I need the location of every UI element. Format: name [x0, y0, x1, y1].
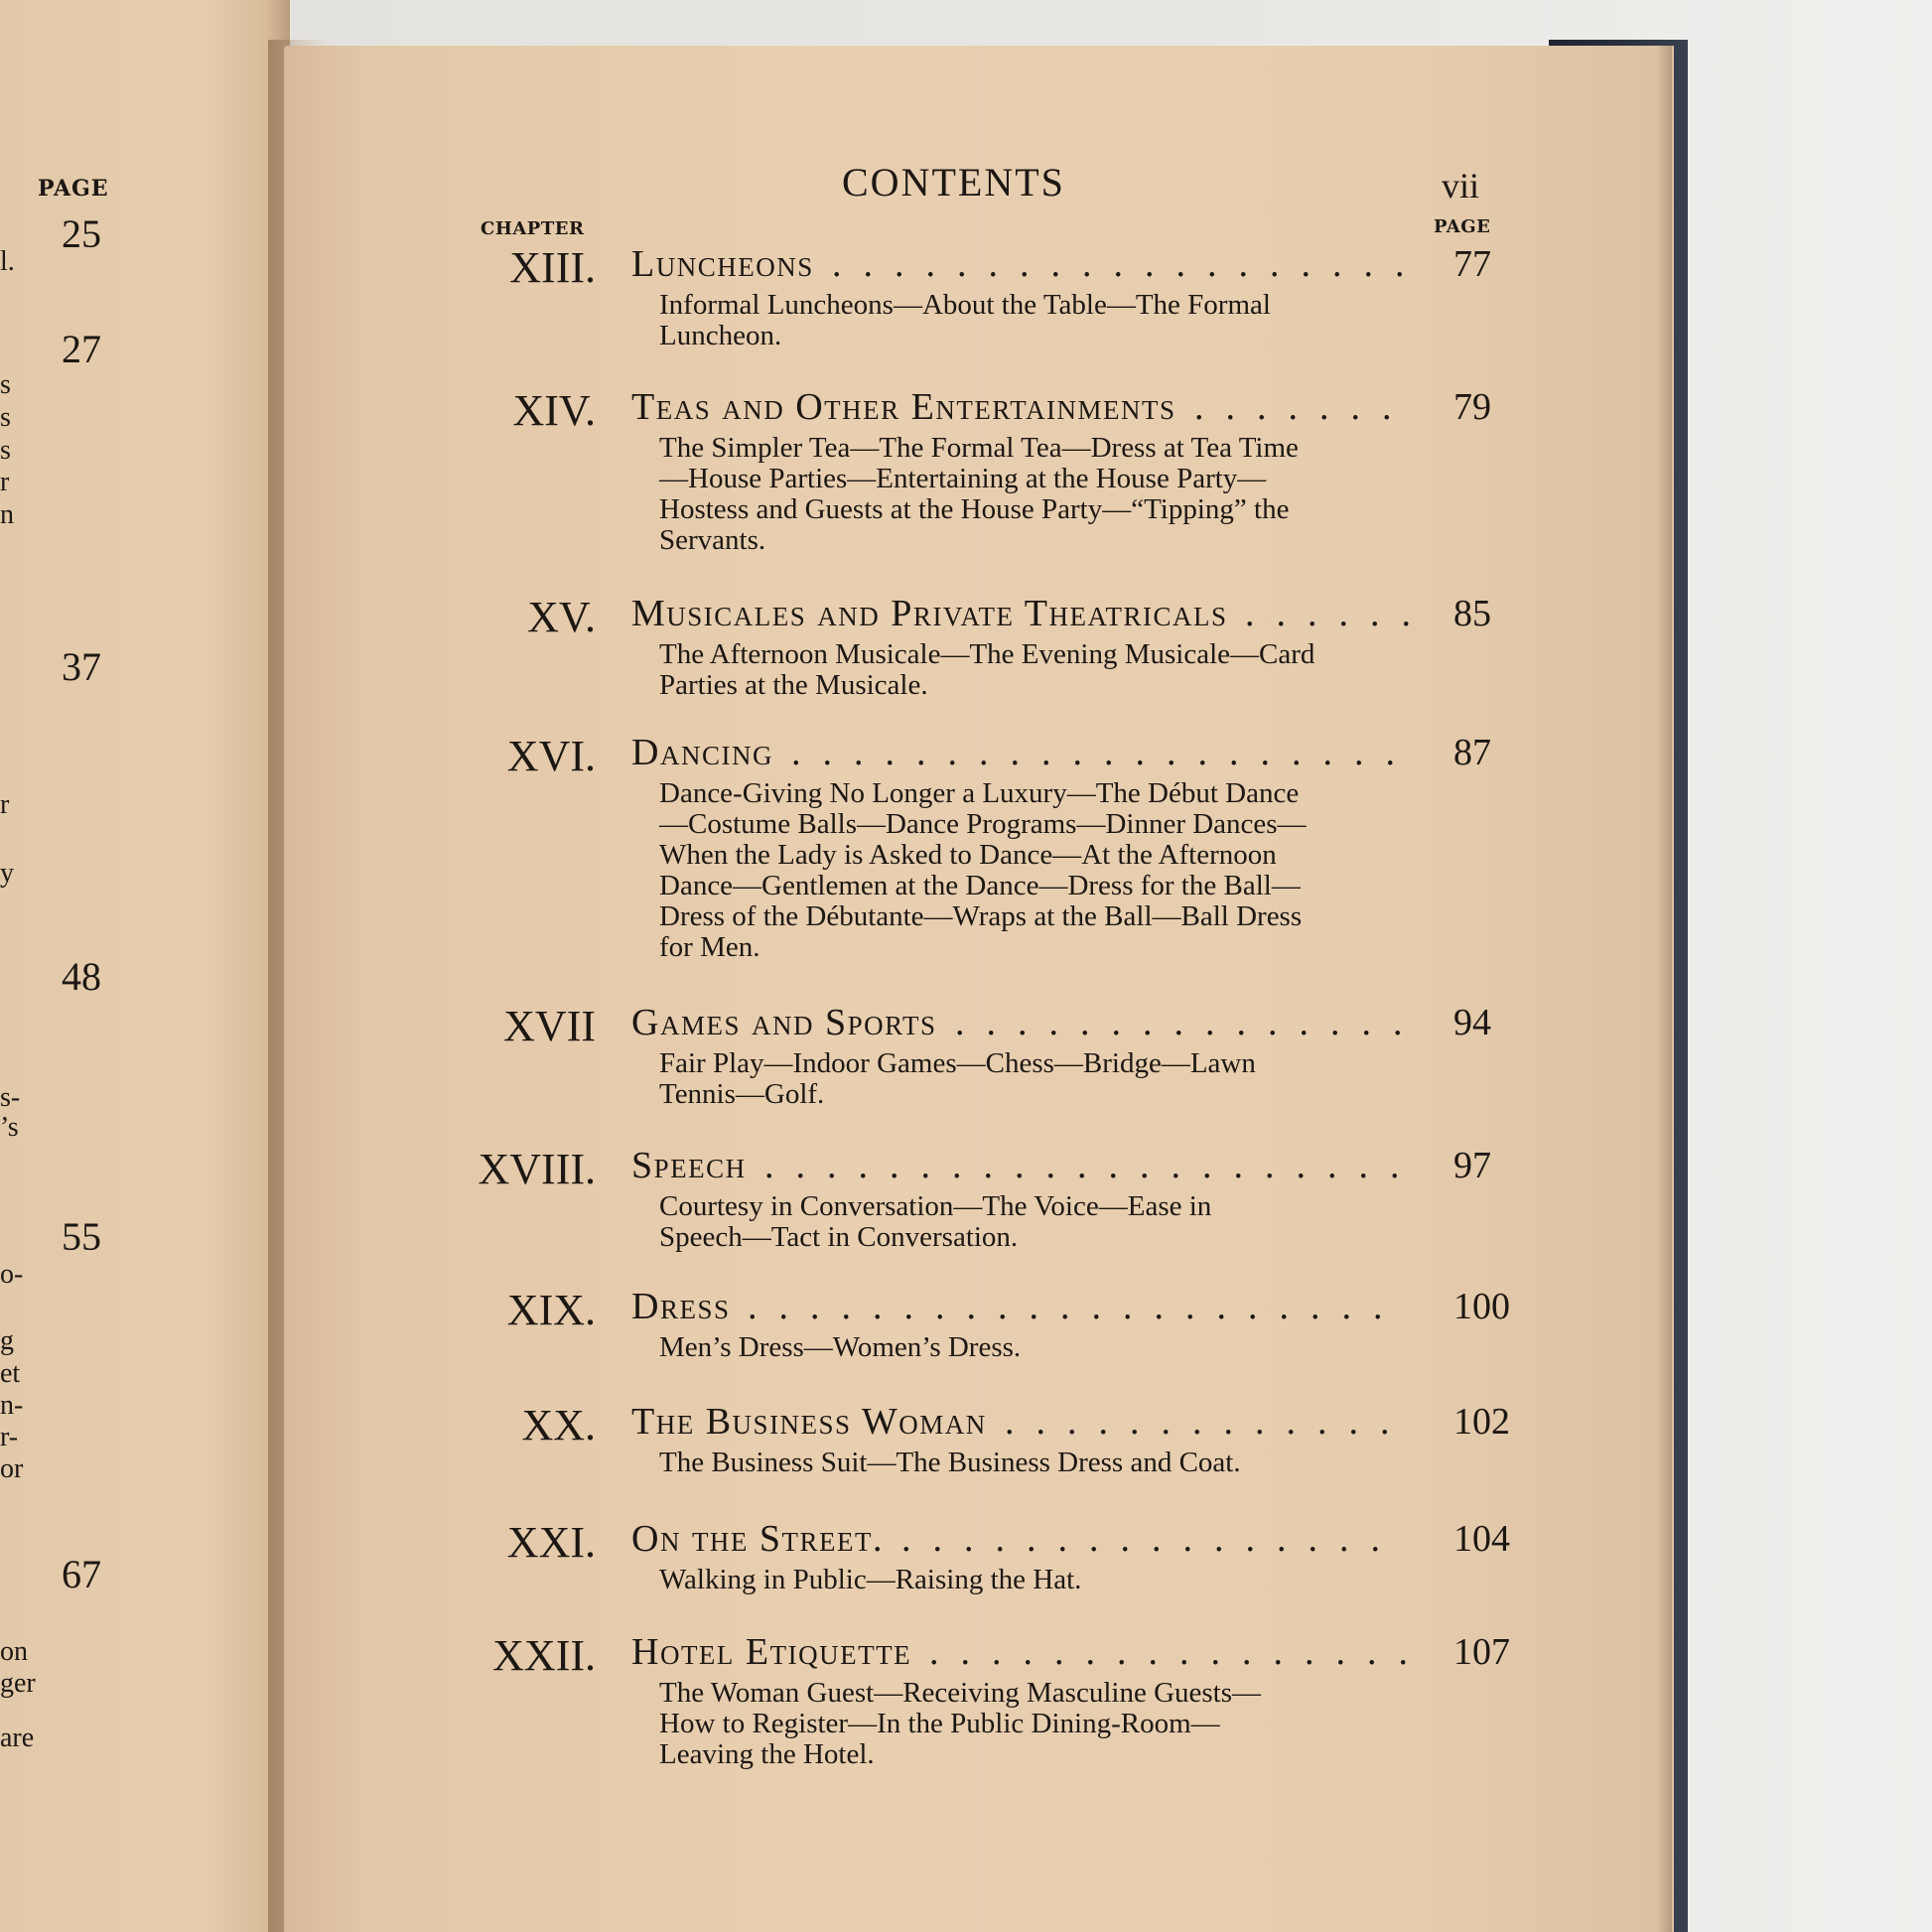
chapter-description — [659, 1565, 1434, 1595]
description-line: When the Lady is Asked to Dance—At the Afternoon — [659, 839, 1277, 871]
chapter-page-number: 85 — [1453, 593, 1491, 634]
description-line: Dance—Gentlemen at the Dance—Dress for the Ball— — [659, 870, 1301, 901]
chapter-title: Speech — [631, 1145, 747, 1186]
chapter-title: Dress — [631, 1286, 731, 1327]
left-page-number: 67 — [62, 1552, 101, 1596]
dot-leader: ....... — [1194, 386, 1414, 428]
dot-leader: ............... — [955, 1002, 1425, 1043]
chapter-page-number: 100 — [1453, 1286, 1510, 1327]
dot-leader: .................... — [791, 732, 1417, 773]
chapter-title: Games and Sports — [631, 1002, 937, 1043]
description-line: Hostess and Guests at the House Party—“Tipping” the — [659, 493, 1290, 525]
dot-leader: ..................... — [764, 1145, 1422, 1186]
left-page-fragment: n — [0, 499, 14, 530]
chapter-description — [659, 1332, 1434, 1363]
left-page-fragment: r — [0, 467, 10, 497]
chapter-description — [659, 290, 1434, 351]
description-line: Leaving the Hotel. — [659, 1738, 875, 1770]
chapter-title: Musicales and Private Theatricals — [631, 593, 1228, 634]
left-page-number: 55 — [62, 1214, 101, 1259]
chapter-description — [659, 1048, 1434, 1110]
left-page-fragment: et — [0, 1358, 21, 1389]
left-page-fragment: s — [0, 369, 11, 400]
description-line: Servants. — [659, 524, 766, 556]
description-line: The Afternoon Musicale—The Evening Musicale—Card — [659, 638, 1315, 670]
chapter-numeral: XIV. — [512, 386, 596, 435]
dot-leader: ..................... — [748, 1286, 1405, 1327]
chapter-numeral: XIII. — [509, 243, 596, 292]
description-line: Men’s Dress—Women’s Dress. — [659, 1331, 1022, 1363]
chapter-description — [659, 433, 1434, 556]
description-line: Informal Luncheons—About the Table—The Formal — [659, 289, 1271, 321]
left-page-fragment: r — [0, 789, 10, 820]
dot-leader: ................... — [832, 243, 1427, 285]
right-page-edge — [1656, 46, 1672, 1932]
dot-leader: ................ — [929, 1631, 1430, 1673]
chapter-page-number: 94 — [1453, 1002, 1491, 1043]
dot-leader: ................ — [901, 1518, 1402, 1560]
chapter-title: On the Street. — [631, 1518, 885, 1560]
chapter-title: Dancing — [631, 732, 773, 773]
left-page-fragment: are — [0, 1723, 35, 1753]
description-line: for Men. — [659, 931, 760, 963]
chapter-title: Luncheons — [631, 243, 814, 285]
description-line: Walking in Public—Raising the Hat. — [659, 1564, 1082, 1595]
description-line: The Simpler Tea—The Formal Tea—Dress at Tea Time — [659, 432, 1299, 464]
chapter-title: Teas and Other Entertainments — [631, 386, 1176, 428]
chapter-numeral: XVII — [503, 1002, 596, 1050]
left-page-label: PAGE — [38, 176, 109, 202]
description-line: —Costume Balls—Dance Programs—Dinner Dances— — [659, 808, 1307, 840]
left-page-fragment: s — [0, 435, 11, 466]
chapter-description — [659, 1191, 1434, 1253]
description-line: The Business Suit—The Business Dress and Coat. — [659, 1447, 1241, 1478]
page-column-label: PAGE — [1434, 216, 1491, 237]
contents-heading: CONTENTS — [842, 160, 1065, 205]
chapter-page-number: 77 — [1453, 243, 1491, 285]
chapter-page-number: 79 — [1453, 386, 1491, 428]
chapter-description — [659, 639, 1434, 701]
description-line: Tennis—Golf. — [659, 1078, 825, 1110]
chapter-page-number: 104 — [1453, 1518, 1510, 1560]
left-page-number: 37 — [62, 644, 101, 689]
chapter-numeral: XVI. — [506, 732, 596, 780]
left-page-fragment: g — [0, 1325, 14, 1356]
left-page-fragment: l. — [0, 246, 15, 277]
description-line: Courtesy in Conversation—The Voice—Ease in — [659, 1190, 1212, 1222]
description-line: Dress of the Débutante—Wraps at the Ball—Ball Dress — [659, 900, 1303, 932]
left-page-fragment: ger — [0, 1668, 36, 1699]
description-line: How to Register—In the Public Dining-Room— — [659, 1708, 1220, 1739]
description-line: Parties at the Musicale. — [659, 669, 928, 701]
description-line: The Woman Guest—Receiving Masculine Guests— — [659, 1677, 1262, 1709]
left-page-fragment: s- — [0, 1082, 21, 1113]
left-page-number: 25 — [62, 211, 101, 256]
chapter-numeral: XX. — [521, 1401, 596, 1449]
chapter-numeral: XIX. — [506, 1286, 596, 1334]
chapter-numeral: XVIII. — [478, 1145, 596, 1193]
left-page-fragment: y — [0, 858, 14, 889]
left-page-number: 27 — [62, 327, 101, 371]
left-page-fragment: ’s — [0, 1112, 19, 1143]
page-folio: vii — [1442, 166, 1480, 206]
dot-leader: ............. — [1005, 1401, 1412, 1443]
left-page-fragment: s — [0, 402, 11, 433]
chapter-title: Hotel Etiquette — [631, 1631, 912, 1673]
left-page-fragment: or — [0, 1453, 24, 1484]
chapter-column-label: CHAPTER — [481, 218, 585, 239]
description-line: Dance-Giving No Longer a Luxury—The Début Dance — [659, 777, 1300, 809]
chapter-page-number: 87 — [1453, 732, 1491, 773]
chapter-numeral: XXII. — [492, 1631, 596, 1680]
left-page-fragment: r- — [0, 1422, 19, 1452]
left-page — [0, 0, 290, 1932]
chapter-description — [659, 1448, 1434, 1478]
chapter-description — [659, 778, 1434, 963]
description-line: —House Parties—Entertaining at the House Party— — [659, 463, 1267, 494]
chapter-numeral: XV. — [527, 593, 596, 641]
left-page-fragment: n- — [0, 1390, 24, 1421]
chapter-page-number: 102 — [1453, 1401, 1510, 1443]
left-page-fragment: o- — [0, 1259, 24, 1290]
chapter-title: The Business Woman — [631, 1401, 987, 1443]
left-page-fragment: on — [0, 1636, 28, 1667]
chapter-numeral: XXI. — [506, 1518, 596, 1567]
chapter-description — [659, 1678, 1434, 1770]
description-line: Fair Play—Indoor Games—Chess—Bridge—Lawn — [659, 1047, 1256, 1079]
chapter-page-number: 97 — [1453, 1145, 1491, 1186]
description-line: Luncheon. — [659, 320, 782, 351]
dot-leader: ...... — [1245, 593, 1433, 634]
left-page-number: 48 — [62, 954, 101, 999]
description-line: Speech—Tact in Conversation. — [659, 1221, 1019, 1253]
chapter-page-number: 107 — [1453, 1631, 1510, 1673]
